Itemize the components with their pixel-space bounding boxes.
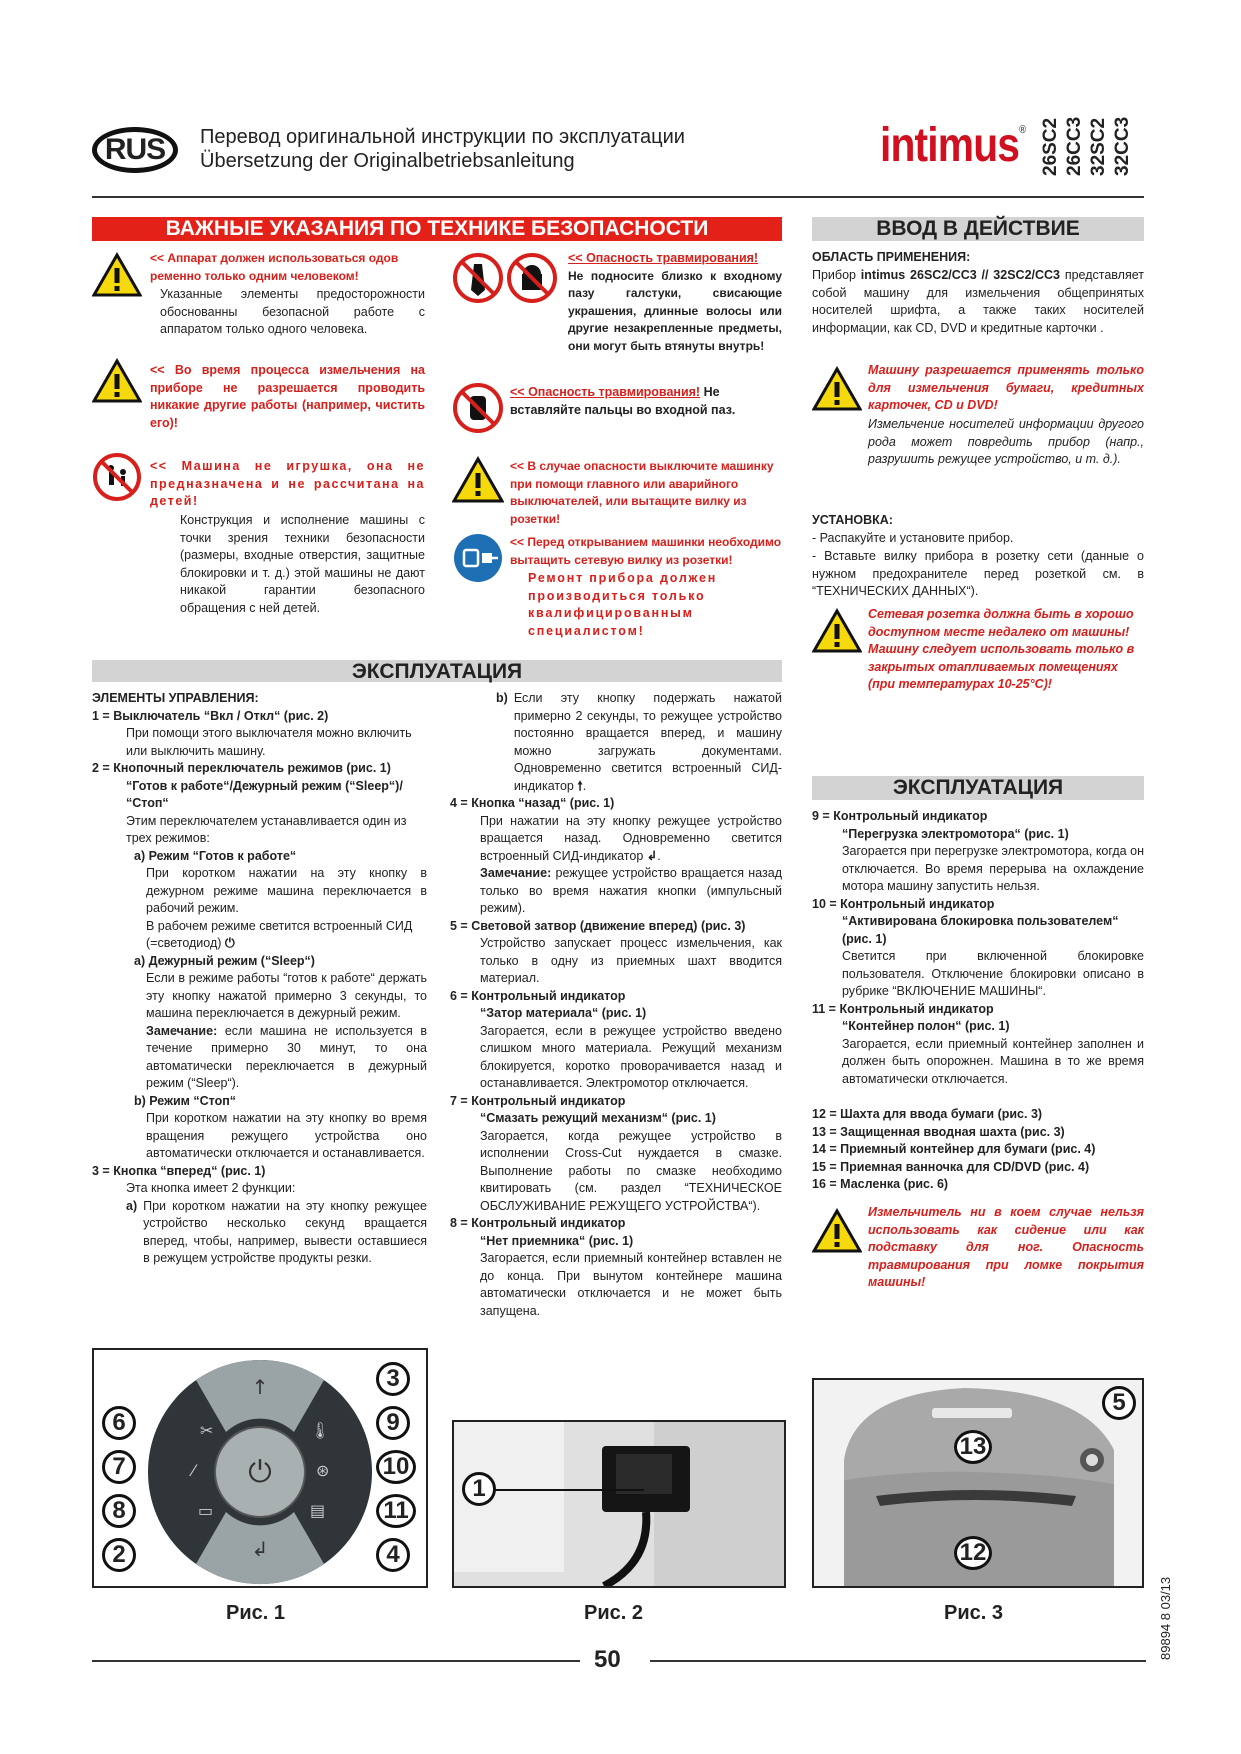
brand-mark: ® xyxy=(1019,124,1026,136)
header-rule xyxy=(92,196,1144,198)
model-2: 26CC3 xyxy=(1064,116,1085,176)
warning-emergency-off: << В случае опасности выключите машинку при помощи главного или аварийного выключателей, или вытащите вилку из розетки! xyxy=(510,459,774,526)
figure-2-caption: Рис. 2 xyxy=(584,1602,643,1624)
reverse-arrow-icon: ↲ xyxy=(646,848,658,863)
svg-text:↲: ↲ xyxy=(251,1537,269,1561)
figure-3-caption: Рис. 3 xyxy=(944,1602,1003,1624)
figure-1 xyxy=(92,1348,428,1588)
callout-2: 2 xyxy=(102,1538,136,1572)
page-number: 50 xyxy=(594,1646,621,1673)
mode-ready-text: При коротком нажатии на эту кнопку в дежурном режиме машина переключается в рабочий режим. xyxy=(146,866,427,915)
callout-10: 10 xyxy=(376,1450,416,1484)
callout-7: 7 xyxy=(102,1450,136,1484)
no-long-hair-icon xyxy=(506,252,558,304)
control-6-title: 6 = Контрольный индикатор xyxy=(450,988,626,1003)
model-4: 32CC3 xyxy=(1112,116,1133,176)
control-3-text: Эта кнопка имеет 2 функции: xyxy=(126,1181,296,1195)
control-10-subtitle: “Активирована блокировка пользователем“ (рис. 1) xyxy=(842,914,1119,946)
controls-title: ЭЛЕМЕНТЫ УПРАВЛЕНИЯ: xyxy=(92,691,259,705)
control-9-title: 9 = Контрольный индикатор xyxy=(812,809,988,823)
seat-warning: Измельчитель ни в коем случае нельзя использовать как сидение или как подставку для ног. Опасность травмирования при ломке покрытия машины! xyxy=(868,1205,1144,1289)
header-title xyxy=(200,125,685,173)
install-step-2: - Вставьте вилку прибора в розетку сети (данные о нужном предохранителе перед розеткой см. в “ТЕХНИЧЕСКИХ ДАННЫХ“). xyxy=(812,549,1144,598)
operation-col-3 xyxy=(812,808,1144,1194)
mode-sleep-text: Если в режиме работы “готов к работе“ держать эту кнопку нажатой примерно 3 секунды, то машина переключается в дежурный режим. xyxy=(146,971,427,1020)
warning-one-person: << Аппарат должен использоваться одов ременно только одним человеком! xyxy=(150,251,399,283)
item-15: 15 = Приемная ванночка для CD/DVD (рис. 4) xyxy=(812,1159,1090,1174)
model-1: 26SC2 xyxy=(1040,117,1061,176)
figure-3 xyxy=(812,1378,1144,1588)
warning-triangle-icon xyxy=(92,358,142,404)
scope-text-model: intimus 26SC2/CC3 // 32SC2/CC3 xyxy=(860,268,1060,282)
control-7-title: 7 = Контрольный индикатор xyxy=(450,1093,626,1108)
warning-unplug: << Перед открыванием машинки необходимо вытащить сетевую вилку из розетки! xyxy=(510,535,782,567)
scope-warning-text: Измельчение носителей информации другого рода может повредить прибор (напр., разрушить режущее устройство, и т. д.). xyxy=(868,417,1144,466)
install-step-1: - Распакуйте и установите прибор. xyxy=(812,531,1014,545)
install-title: УСТАНОВКА: xyxy=(812,513,893,527)
control-2-modes: “Готов к работе“/Дежурный режим (“Sleep“)/ “Стоп“ xyxy=(126,778,403,810)
callout-1: 1 xyxy=(462,1472,496,1506)
brand-logo xyxy=(880,118,1025,173)
scope-text-a: Прибор xyxy=(812,268,856,282)
warning-not-a-toy-text: Конструкция и исполнение машины с точки зрения техники безопасности (размеры, входные отверстия, защитные блокировки и т. д.) этой машины не дают никакой гарантии безопасного обращения с ней детей. xyxy=(180,513,425,615)
svg-text:▤: ▤ xyxy=(310,1501,326,1520)
mode-sleep-note-label: Замечание: xyxy=(146,1023,218,1038)
warning-injury-text: Не подносите близко к входному пазу галстуки, свисающие украшения, длинные волосы или другие незакрепленные предметы, они могут быть втянуты внутрь! xyxy=(568,268,782,353)
control-3-title: 3 = Кнопка “вперед“ (рис. 1) xyxy=(92,1163,266,1178)
figure-1-caption: Рис. 1 xyxy=(226,1602,285,1624)
install-warning: Сетевая розетка должна быть в хорошо доступном месте недалеко от машины! Машину следует использовать только в закрытых отапливаемых помещениях (при температурах 10-25°C)! xyxy=(868,607,1135,691)
control-7-subtitle: “Смазать режущий механизм“ (рис. 1) xyxy=(480,1111,716,1125)
operation-heading: ЭКСПЛУАТАЦИЯ xyxy=(92,660,782,682)
item-12: 12 = Шахта для ввода бумаги (рис. 3) xyxy=(812,1107,1043,1121)
scope-title: ОБЛАСТЬ ПРИМЕНЕНИЯ: xyxy=(812,250,971,264)
svg-text:⏻: ⏻ xyxy=(248,1455,272,1490)
control-8-text: Загорается, если приемный контейнер вставлен не до конца. При вынутом контейнере машина автоматически отключается и не может быть запущена. xyxy=(480,1251,782,1318)
control-11-title: 11 = Контрольный индикатор xyxy=(812,1001,994,1016)
control-3a-text: При коротком нажатии на эту кнопку режущее устройство несколько секунд вращается вперед, чтобы, например, вывести оставшиеся в режущем устройстве продукты резки. xyxy=(143,1198,427,1265)
control-5-text: Устройство запускает процесс измельчения, как только в одну из приемных шахт вводится материал. xyxy=(480,936,782,985)
control-8-subtitle: “Нет приемника“ (рис. 1) xyxy=(480,1233,634,1248)
svg-text:🌡: 🌡 xyxy=(310,1421,331,1440)
document-code: 89894 8 03/13 xyxy=(1158,1576,1173,1660)
no-fingers-icon xyxy=(452,382,504,434)
footer-rule-right xyxy=(650,1660,1146,1662)
control-4-title: 4 = Кнопка “назад“ (рис. 1) xyxy=(450,796,615,810)
scope-warning: Машину разрешается применять только для измельчения бумаги, кредитных карточек, CD и DVD! xyxy=(868,363,1144,412)
warning-no-other-work: << Во время процесса измельчения на приборе не разрешается проводить никакие другие работы (например, чистить его)! xyxy=(150,363,425,430)
mode-ready-title: a) Режим “Готов к работе“ xyxy=(134,848,297,863)
callout-12: 12 xyxy=(954,1536,992,1570)
callout-3: 3 xyxy=(376,1362,410,1396)
callout-8: 8 xyxy=(102,1494,136,1528)
item-16: 16 = Масленка (рис. 6) xyxy=(812,1177,949,1191)
warning-triangle-icon xyxy=(812,608,862,654)
control-9-subtitle: “Перегрузка электромотора“ (рис. 1) xyxy=(842,826,1069,841)
control-2-title: 2 = Кнопочный переключатель режимов (рис. 1) xyxy=(92,761,391,775)
mode-stop-text: При коротком нажатии на эту кнопку во время вращения режущего устройства оно автоматически отключается и останавливается. xyxy=(146,1111,427,1160)
no-children-icon xyxy=(92,452,142,502)
warning-repair: Ремонт прибора должен производиться только квалифицированным специалистом! xyxy=(528,571,718,638)
control-11-text: Загорается, если приемный контейнер заполнен и должен быть опорожнен. Машина в то же время автоматически отключается. xyxy=(842,1036,1144,1086)
control-10-title: 10 = Контрольный индикатор xyxy=(812,896,995,911)
callout-13: 13 xyxy=(954,1430,992,1464)
warning-triangle-icon xyxy=(92,252,142,298)
item-13: 13 = Защищенная вводная шахта (рис. 3) xyxy=(812,1124,1065,1139)
svg-text:⁄: ⁄ xyxy=(192,1461,195,1480)
control-11-subtitle: “Контейнер полон“ (рис. 1) xyxy=(842,1019,1010,1033)
warning-triangle-icon xyxy=(452,456,504,504)
title-ru: Перевод оригинальной инструкции по эксплуатации xyxy=(200,126,685,148)
mode-sleep-note: если машина не используется в течение примерно 30 минут, то она автоматически переключается в дежурный режим (“Sleep“). xyxy=(146,1023,427,1090)
title-de: Übersetzung der Originalbetriebsanleitung xyxy=(200,150,575,172)
warning-triangle-icon xyxy=(812,366,862,412)
svg-text:⊛: ⊛ xyxy=(316,1461,330,1480)
svg-text:▭: ▭ xyxy=(198,1501,214,1520)
callout-6: 6 xyxy=(102,1406,136,1440)
control-6-text: Загорается, если в режущее устройство введено слишком много материала. Режущий механизм блокируется, коротко проворачивается назад и останавливается. Электромотор отключается. xyxy=(480,1023,782,1090)
callout-4: 4 xyxy=(376,1538,410,1572)
control-3b-text: Если эту кнопку подержать нажатой примерно 2 секунды, то режущее устройство постоянно вращается вперед, и машину можно загружать документами. Одновременно светится встроенный СИД-индикатор xyxy=(513,691,782,793)
control-3b-label: b) xyxy=(496,691,508,705)
svg-text:↑: ↑ xyxy=(251,1375,269,1399)
warning-fingers-title: << Опасность травмирования! xyxy=(510,385,701,399)
control-6-subtitle: “Затор материала“ (рис. 1) xyxy=(480,1006,647,1020)
warning-fingers-text: Не вставляйте пальцы во входной паз. xyxy=(510,385,736,417)
figure-2 xyxy=(452,1420,786,1588)
scope-text-c: представляет собой машину для измельчения общепринятых носителей шрифта, а также таких носителей информации, как CD, DVD и кредитные карточки . xyxy=(812,268,1144,335)
control-4-note-label: Замечание: xyxy=(480,866,552,880)
safety-heading: ВАЖНЫЕ УКАЗАНИЯ ПО ТЕХНИКЕ БЕЗОПАСНОСТИ xyxy=(92,217,782,241)
warning-not-a-toy: << Машина не игрушка, она не предназначена и не рассчитана на детей! xyxy=(150,459,425,508)
control-5-title: 5 = Световой затвор (движение вперед) (рис. 3) xyxy=(450,918,746,933)
callout-5: 5 xyxy=(1102,1386,1136,1420)
svg-text:✂: ✂ xyxy=(200,1421,214,1440)
mode-sleep-title: a) Дежурный режим (“Sleep“) xyxy=(134,953,315,968)
unplug-icon xyxy=(452,532,504,584)
model-3: 32SC2 xyxy=(1088,117,1109,176)
language-badge: RUS xyxy=(92,127,178,173)
control-4-text: При нажатии на эту кнопку режущее устройство вращается назад. Одновременно светится встроенный СИД-индикатор xyxy=(480,813,782,863)
control-4-note: режущее устройство вращается назад только во время нажатия кнопки (импульсный режим). xyxy=(480,866,782,915)
warning-injury-title: << Опасность травмирования! xyxy=(568,251,759,265)
mode-ready-led-text: В рабочем режиме светится встроенный СИД (=светодиод) xyxy=(146,918,413,950)
commissioning-heading: ВВОД В ДЕЙСТВИЕ xyxy=(812,217,1144,241)
control-8-title: 8 = Контрольный индикатор xyxy=(450,1216,626,1230)
control-9-text: Загорается при перегрузке электромотора, когда он отключается. Во время перерыва на охлаждение мотора машину запустить нельзя. xyxy=(842,844,1144,893)
mode-stop-title: b) Режим “Стоп“ xyxy=(134,1093,237,1108)
switch-drawing xyxy=(454,1422,784,1586)
control-3a-label: a) xyxy=(126,1198,138,1213)
callout-9: 9 xyxy=(376,1406,410,1440)
control-1-title: 1 = Выключатель “Вкл / Откл“ (рис. 2) xyxy=(92,708,329,723)
warning-one-person-text: Указанные элементы предосторожности обоснованны безопасной работе с аппаратом только одного человека. xyxy=(160,287,425,336)
item-14: 14 = Приемный контейнер для бумаги (рис. 4) xyxy=(812,1142,1096,1156)
model-list xyxy=(1040,102,1160,176)
forward-arrow-icon: 🠕 xyxy=(577,778,583,793)
control-10-text: Светится при включенной блокировке пользователя. Отключение блокировки описано в рубрике “ВКЛЮЧЕНИЕ МАШИНЫ“. xyxy=(842,949,1144,998)
no-tie-icon xyxy=(452,252,504,304)
footer-rule-left xyxy=(92,1660,580,1662)
operation-col-2: b) Если эту кнопку подержать нажатой примерно 2 секунды, то режущее устройство постоянно вращается вперед, и машину можно загружать документами. Одновременно светится встроенный СИД-индикатор 🠕. 4 = Кнопка “назад“ (рис. 1) При нажатии на эту кнопку режущее устройство вращается назад. Одновременно светится встроенный СИД-индикатор ↲. Замечание: режущее устройство вращается назад только во время нажатия кнопки (импульсный режим). 5 = Световой затвор (движение вперед) (рис. 3) Устройство запускает процесс измельчения, как только в одну из приемных шахт вводится материал. 6 = Контрольный индикатор “Затор материала“ (рис. 1) Загорается, если в режущее устройство введено слишком много материала. Режущий механизм блокируется, коротко проворачивается назад и останавливается. Электромотор отключается. 7 = Контрольный индикатор “Смазать режущий механизм“ (рис. 1) Загорается, когда режущее устройство в исполнении Cross-Cut нуждается в смазке. Выполнение работы по смазке необходимо квитировать (см. раздел “ТЕХНИЧЕСКОЕ ОБСЛУЖИВАНИЕ РЕЖУЩЕГО УСТРОЙСТВА“). 8 = Контрольный индикатор “Нет приемника“ (рис. 1) Загорается, если приемный контейнер вставлен не до конца. При вынутом контейнере машина автоматически отключается и не может быть запущена. xyxy=(450,690,782,1320)
callout-11: 11 xyxy=(376,1494,416,1528)
control-2-text: Этим переключателем устанавливается один из трех режимов: xyxy=(126,813,407,845)
power-icon: ⏻ xyxy=(224,936,235,950)
warning-triangle-icon xyxy=(812,1208,862,1254)
control-1-text: При помощи этого выключателя можно включить или выключить машину. xyxy=(126,726,412,758)
operation-heading-2: ЭКСПЛУАТАЦИЯ xyxy=(812,776,1144,800)
operation-col-1 xyxy=(92,690,427,1268)
brand-name: intimus xyxy=(880,119,1020,172)
control-7-text: Загорается, когда режущее устройство в исполнении Cross-Cut нуждается в смазке. Выполнение работы по смазке необходимо квитировать (см. раздел “ТЕХНИЧЕСКОЕ ОБСЛУЖИВАНИЕ РЕЖУЩЕГО УСТРОЙСТВА“). xyxy=(480,1128,782,1213)
